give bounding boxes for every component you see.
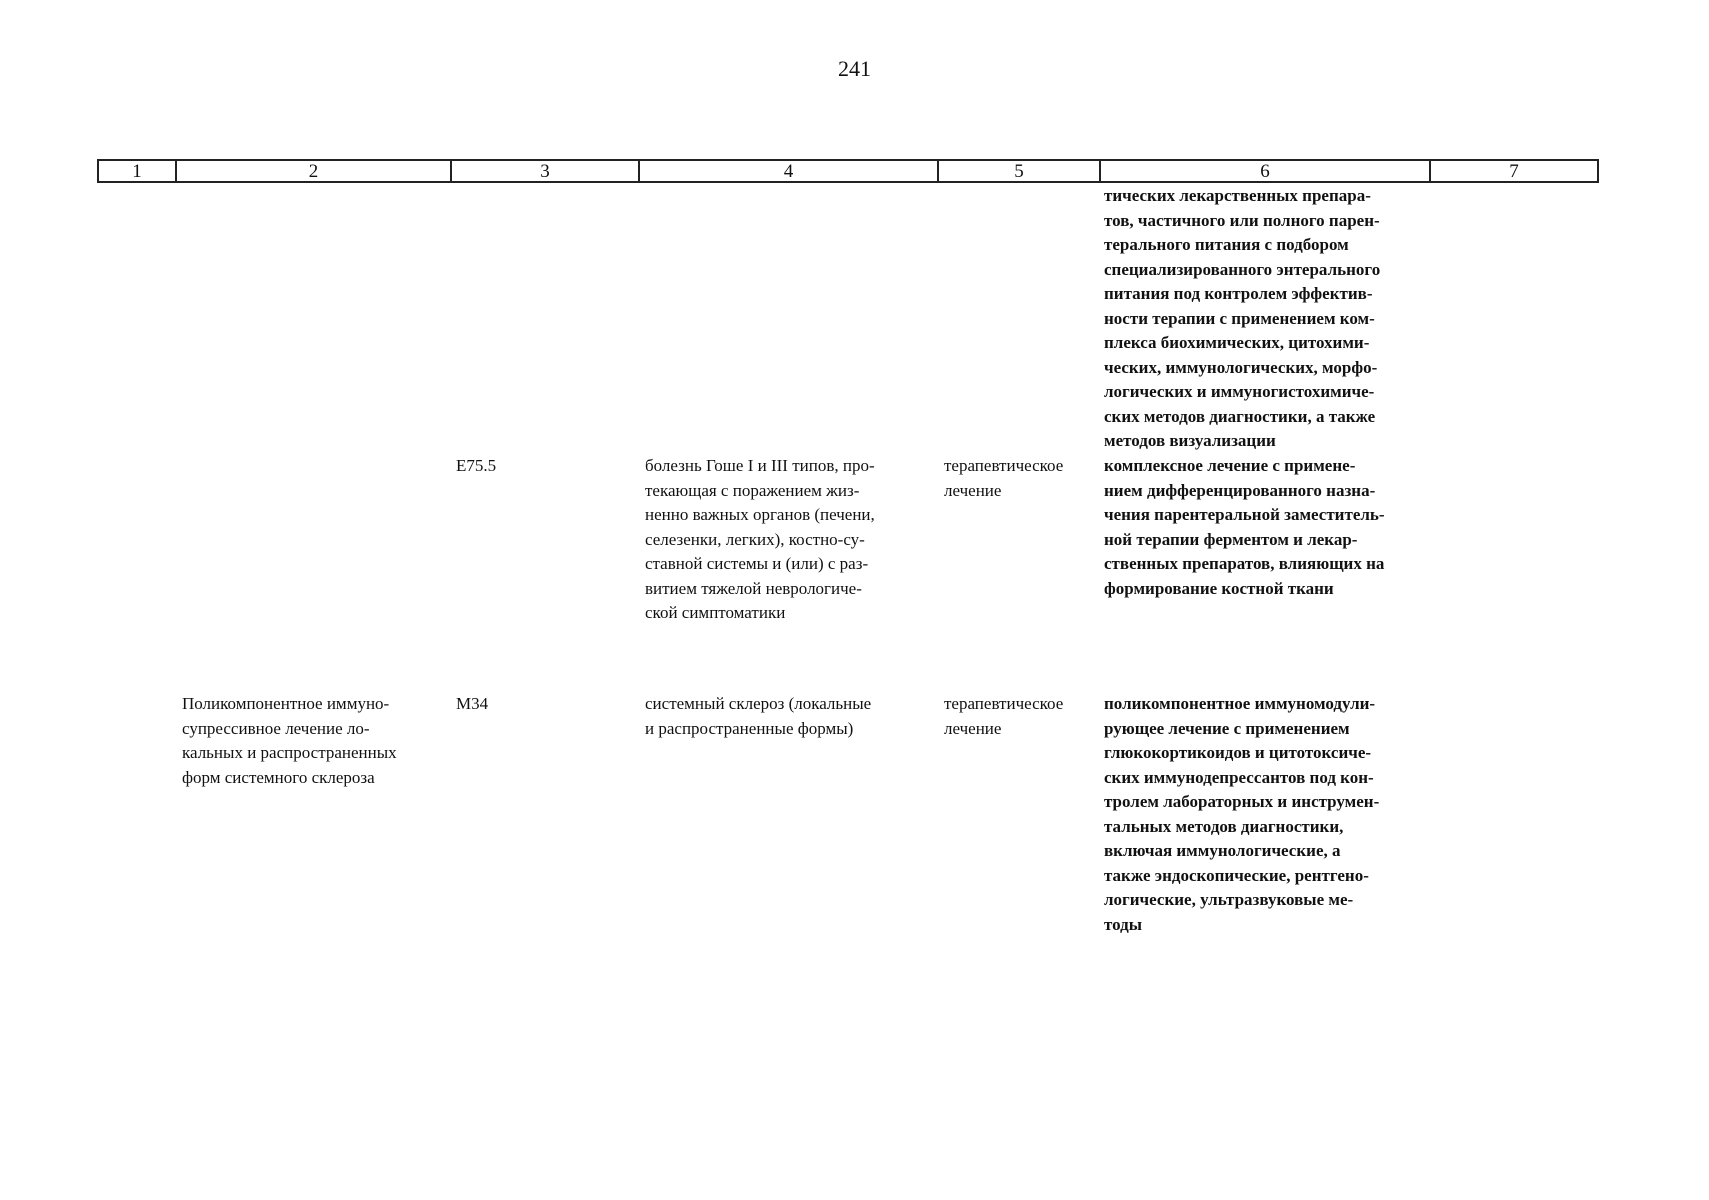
row-m34-code-cell: M34 xyxy=(456,694,489,713)
column-header-2: 2 xyxy=(177,161,452,181)
row-e755-code-cell: E75.5 xyxy=(456,456,497,475)
column-header-7: 7 xyxy=(1509,161,1519,182)
column-header-1: 1 xyxy=(99,161,177,181)
table-header-row xyxy=(97,159,1599,183)
row-m34-care-name-cell: Поликомпонентное иммуно- супрессивное лечение ло- кальных и распространенных форм системного склероза xyxy=(182,694,397,787)
row-continuation-methods-cell: тических лекарственных препара- тов, частичного или полного парен- терального питания с подбором специализированного энтерального питания под контролем эффектив- ности терапии с применением ком- плекса биохимических, цитохими- ческих, иммунологических, морфо- логических и иммуногистохимиче- ских методов диагностики, а также методов визуализации xyxy=(1104,186,1381,450)
row-m34-treatment-type-cell: терапевтическое лечение xyxy=(944,694,1064,738)
row-m34-treatment-method-cell: поликомпонентное иммуномодули- рующее лечение с применением глюкокортикоидов и цитотоксиче- ских иммунодепрессантов под кон- тролем лабораторных и инструмен- тальных методов диагностики, включая иммунологические, а также эндоскопические, рентгено- логические, ультразвуковые ме- тоды xyxy=(1104,694,1380,934)
row-e755-treatment-type-cell: терапевтическое лечение xyxy=(944,456,1064,500)
row-e755-treatment-method-cell: комплексное лечение с примене- нием дифференцированного назна- чения парентеральной заместитель- ной терапии ферментом и лекар- ственных препаратов, влияющих на формирование костной ткани xyxy=(1104,456,1385,598)
column-header-3: 3 xyxy=(452,161,640,181)
column-header-6: 6 xyxy=(1101,161,1431,181)
column-header-4: 4 xyxy=(640,161,939,181)
page-number: 241 xyxy=(838,56,871,81)
row-e755-disease-cell: болезнь Гоше I и III типов, про- текающая с поражением жиз- ненно важных органов (печени, селезенки, легких), костно-су- ставной системы и (или) с раз- витием тяжелой неврологиче- ской симптоматики xyxy=(645,456,875,622)
column-header-5: 5 xyxy=(939,161,1101,181)
row-m34-disease-cell: системный склероз (локальные и распространенные формы) xyxy=(645,694,872,738)
